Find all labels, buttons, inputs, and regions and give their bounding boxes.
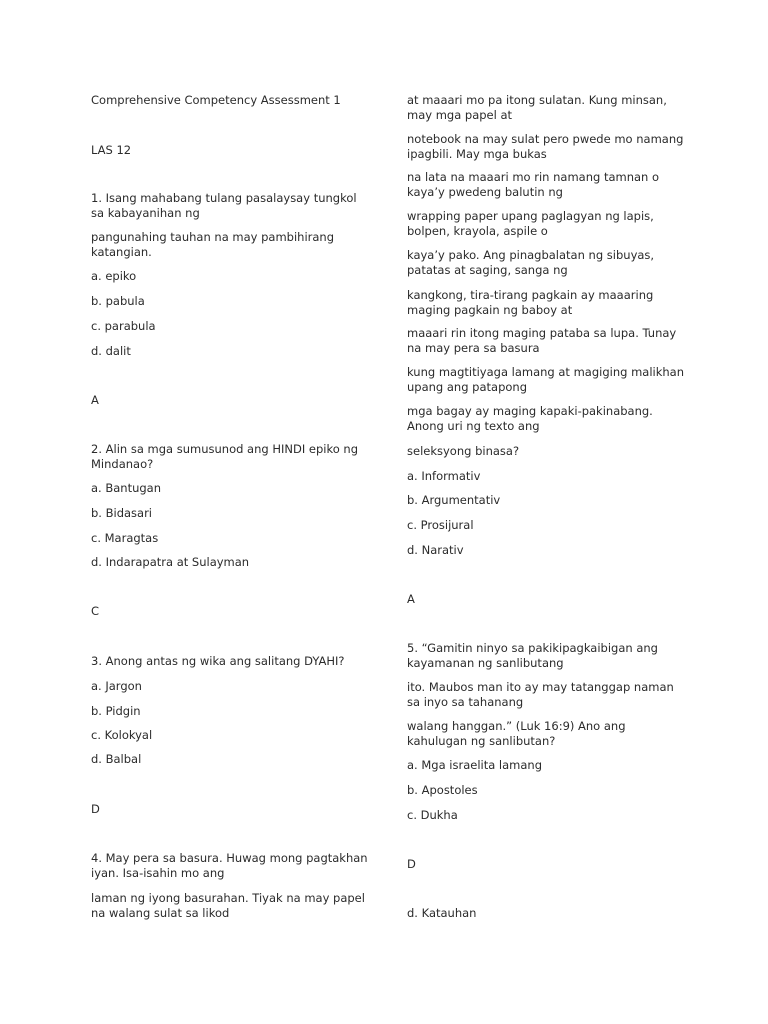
q2-option-b: b. Bidasari (91, 506, 153, 520)
q3-answer: D (91, 802, 100, 816)
q3-stem: 3. Anong antas ng wika ang salitang DYAHI? (91, 654, 345, 668)
q1-option-c: c. parabula (91, 319, 156, 333)
q4-option-c: c. Prosijural (407, 518, 474, 532)
q5-option-d: d. Katauhan (407, 906, 477, 920)
q1-option-d: d. dalit (91, 344, 131, 358)
q5-option-a: a. Mga israelita lamang (407, 758, 543, 772)
q5-option-b: b. Apostoles (407, 783, 478, 797)
q2-stem: 2. Alin sa mga sumusunod ang HINDI epiko ng Mindanao? (91, 442, 358, 471)
q1-stem-line2: pangunahing tauhan na may pambihirang katangian. (91, 230, 335, 259)
q3-option-c: c. Kolokyal (91, 728, 153, 742)
q4-stem-line2: laman ng iyong basurahan. Tiyak na may papel na walang sulat sa likod (91, 891, 365, 920)
las-label: LAS 12 (91, 143, 132, 157)
q1-stem-line1: 1. Isang mahabang tulang pasalaysay tungkol sa kabayanihan ng (91, 191, 357, 220)
q5-stem-line2: ito. Maubos man ito ay may tatanggap naman sa inyo sa tahanang (407, 680, 674, 709)
q5-option-c: c. Dukha (407, 808, 458, 822)
q4-option-d: d. Narativ (407, 543, 464, 557)
q4-option-a: a. Informativ (407, 469, 481, 483)
q4-passage-line: kung magtitiyaga lamang at magiging malikhan upang ang patapong (407, 365, 685, 394)
q4-passage-line: mga bagay ay maging kapaki-pakinabang. Anong uri ng texto ang (407, 404, 653, 433)
q4-passage-line: at maaari mo pa itong sulatan. Kung minsan, may mga papel at (407, 93, 667, 122)
q3-option-b: b. Pidgin (91, 704, 141, 718)
q3-option-a: a. Jargon (91, 679, 142, 693)
q5-stem-line1: 5. “Gamitin ninyo sa pakikipagkaibigan ang kayamanan ng sanlibutang (407, 641, 658, 670)
q2-option-c: c. Maragtas (91, 531, 159, 545)
q2-option-a: a. Bantugan (91, 481, 162, 495)
q4-passage-line: kangkong, tira-tirang pagkain ay maaaring maging pagkain ng baboy at (407, 288, 654, 317)
q4-passage-line: maaari rin itong maging pataba sa lupa. Tunay na may pera sa basura (407, 326, 677, 355)
q4-stem-line1: 4. May pera sa basura. Huwag mong pagtakhan iyan. Isa-isahin mo ang (91, 851, 368, 880)
q4-question-line: seleksyong binasa? (407, 444, 520, 458)
q1-option-a: a. epiko (91, 269, 137, 283)
q5-stem-line3: walang hanggan.” (Luk 16:9) Ano ang kahulugan ng sanlibutan? (407, 719, 626, 748)
q1-option-b: b. pabula (91, 294, 145, 308)
q2-option-d: d. Indarapatra at Sulayman (91, 555, 250, 569)
q4-passage-line: kaya’y pako. Ang pinagbalatan ng sibuyas, patatas at saging, sanga ng (407, 248, 655, 277)
q4-passage-line: na lata na maaari mo rin namang tamnan o kaya’y pwedeng balutin ng (407, 170, 660, 199)
q5-answer: D (407, 857, 416, 871)
q4-answer: A (407, 592, 415, 606)
document-title: Comprehensive Competency Assessment 1 (91, 93, 341, 107)
q2-answer: C (91, 604, 100, 618)
q1-answer: A (91, 393, 99, 407)
q4-passage-line: notebook na may sulat pero pwede mo namang ipagbili. May mga bukas (407, 132, 684, 161)
q4-passage-line: wrapping paper upang paglagyan ng lapis, bolpen, krayola, aspile o (407, 209, 654, 238)
q4-option-b: b. Argumentativ (407, 493, 501, 507)
q3-option-d: d. Balbal (91, 752, 142, 766)
